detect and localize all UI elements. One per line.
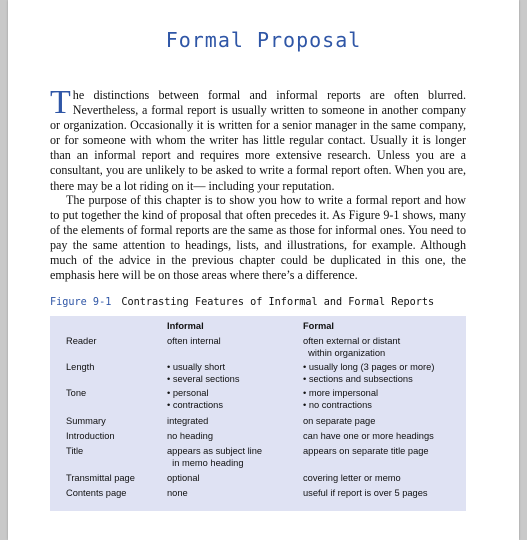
table-row-feature: Reader: [66, 336, 97, 346]
table-cell-informal: [167, 488, 188, 500]
figure-caption: [50, 297, 490, 308]
formal-line: within organization: [303, 347, 386, 358]
table-row-feature: Introduction: [66, 431, 115, 441]
column-header-informal: Informal: [167, 321, 204, 331]
column-header-formal: Formal: [303, 321, 334, 331]
formal-line: • usually long (3 pages or more): [303, 362, 435, 372]
formal-line: useful if report is over 5 pages: [303, 488, 428, 498]
intro-paragraph-text: he distinctions between formal and informal reports are often blurred. Nevertheless, a formal report is usually written to someone in another company or organization. Occasionally it is written for a senior manager in the same company, or for someone with whom the writer has little regular contact. Usually it is longer than an informal report and requires more extensive research. Unless you are a consultant, you are unlikely to be asked to write a formal report often. When you are, there may be a lot riding on it— including your reputation.: [50, 88, 466, 193]
purpose-paragraph: The purpose of this chapter is to show you how to write a formal report and how to put together the kind of proposal that often precedes it. As Figure 9-1 shows, many of the elements of formal reports are the same as those for informal ones. You need to pay the same attention to headings, lists, and illustrations, for example. Although much of the advice in the previous chapter could be duplicated in this one, the emphasis here will be on those areas where there’s a difference.: [50, 193, 466, 283]
table-cell-formal: [303, 488, 428, 500]
drop-cap: T: [50, 84, 71, 121]
table-row-feature: Title: [66, 446, 84, 456]
table-row-feature: Contents page: [66, 488, 127, 498]
informal-line: in memo heading: [167, 457, 244, 468]
table-cell-informal: [167, 416, 208, 428]
informal-line: optional: [167, 473, 200, 483]
informal-line: appears as subject line: [167, 446, 263, 456]
table-cell-formal: [303, 416, 375, 428]
formal-line: • sections and subsections: [303, 373, 413, 384]
formal-line: often external or distant: [303, 336, 401, 346]
table-cell-formal: [303, 473, 401, 485]
informal-line: often internal: [167, 336, 221, 346]
table-cell-formal: [303, 388, 378, 411]
informal-line: integrated: [167, 416, 209, 426]
informal-line: • personal: [167, 388, 209, 398]
table-row-feature: Transmittal page: [66, 473, 135, 483]
table-cell-formal: [303, 446, 429, 458]
table-row-feature: Summary: [66, 416, 106, 426]
informal-line: • contractions: [167, 399, 223, 410]
formal-line: • more impersonal: [303, 388, 379, 398]
table-cell-informal: [167, 446, 262, 469]
figure-caption-text: Contrasting Features of Informal and Formal Reports: [121, 297, 435, 308]
table-row-feature: Tone: [66, 388, 87, 398]
table-cell-formal: [303, 336, 400, 359]
table-cell-informal: [167, 473, 200, 485]
table-cell-informal: [167, 431, 213, 443]
informal-line: • usually short: [167, 362, 226, 372]
table-cell-informal: [167, 388, 223, 411]
formal-line: • no contractions: [303, 399, 372, 410]
table-cell-informal: [167, 336, 221, 348]
intro-paragraph: [50, 84, 466, 194]
document-page: [8, 0, 519, 540]
formal-line: on separate page: [303, 416, 376, 426]
table-cell-formal: [303, 431, 434, 443]
informal-line: none: [167, 488, 188, 498]
comparison-table: [50, 316, 466, 511]
table-cell-formal: [303, 362, 434, 385]
informal-line: • several sections: [167, 373, 240, 384]
page-title: Formal Proposal: [165, 28, 362, 52]
formal-line: appears on separate title page: [303, 446, 429, 456]
formal-line: can have one or more headings: [303, 431, 434, 441]
formal-line: covering letter or memo: [303, 473, 401, 483]
figure-number: Figure 9-1: [50, 297, 112, 308]
table-cell-informal: [167, 362, 240, 385]
informal-line: no heading: [167, 431, 214, 441]
table-row-feature: Length: [66, 362, 95, 372]
